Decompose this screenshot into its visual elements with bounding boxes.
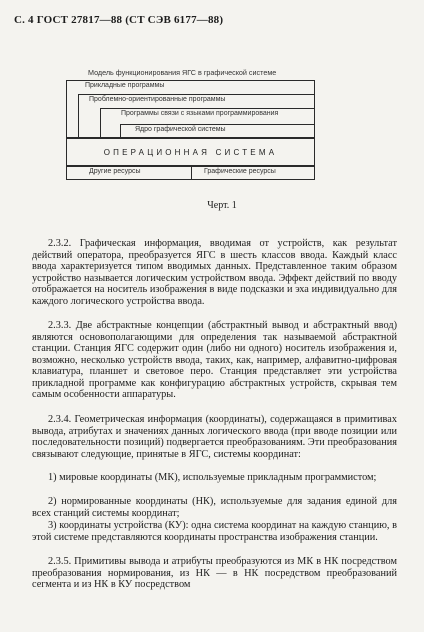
page-header: С. 4 ГОСТ 27817—88 (СТ СЭВ 6177—88) xyxy=(14,14,224,26)
other-resources-box xyxy=(66,166,192,180)
list-item-normalized-coordinates: 2) нормированные координаты (НК), используемые для задания единой для всех станций системы координат; xyxy=(32,496,397,519)
figure-caption: Черт. 1 xyxy=(207,200,237,211)
graphics-resources-label: Графические ресурсы xyxy=(204,168,276,175)
paragraph-2-3-2: 2.3.2. Графическая информация, вводимая от устройств, как результат действий оператора, преобразуется ЯГС в шесть классов ввода. Каждый класс ввода характеризуется типом вводимых данных. Представленное таким образом устройство называется логическим устройством ввода. Эффект действий по вводу отображается на носитель изображения в виде подсказки и эха индивидуально для каждого логического устройства ввода. xyxy=(32,238,397,307)
diagram-title: Модель функционирования ЯГС в графической системе xyxy=(88,68,277,77)
applied-programs-label: Прикладные программы xyxy=(85,82,165,89)
graphics-kernel-label: Ядро графической системы xyxy=(135,126,226,133)
paragraph-2-3-4: 2.3.4. Геометрическая информация (координаты), содержащаяся в примитивах вывода, атрибутах и значениях данных логического ввода (при вводе позиции или последовательности позиций) подвергается преобразованиям. Эти преобразования связывают следующие, принятые в ЯГС, системы координат: xyxy=(32,414,397,460)
operating-system-box xyxy=(66,138,315,166)
paragraph-2-3-5: 2.3.5. Примитивы вывода и атрибуты преобразуются из МК в НК посредством преобразования нормирования, из НК — в НК посредством преобразований сегмента и из НК в КУ посредством xyxy=(32,556,397,590)
graphics-resources-box xyxy=(191,166,315,180)
paragraph-2-3-3: 2.3.3. Две абстрактные концепции (абстрактный вывод и абстрактный ввод) являются основополагающими для определения так называемой абстрактной станции. Станция ЯГС содержит один (либо ни одного) носитель изображения и, возможно, несколько устройств ввода, таких, как, например, алфавитно-цифровая клавиатура, планшет и световое перо. Станция представляет эти устройства прикладной программе как конфигурацию абстрактных устройств, скрывая тем самым особенности аппаратуры. xyxy=(32,320,397,400)
list-item-device-coordinates: 3) координаты устройства (КУ): одна система координат на каждую станцию, в этой системе представляются координаты пространства изображения станции. xyxy=(32,520,397,543)
other-resources-label: Другие ресурсы xyxy=(89,168,141,175)
graphics-kernel-box xyxy=(120,124,315,138)
operating-system-label: ОПЕРАЦИОННАЯ СИСТЕМА xyxy=(103,148,278,157)
problem-oriented-label: Проблемно-ориентированные программы xyxy=(89,96,226,103)
list-item-world-coordinates: 1) мировые координаты (МК), используемые прикладным программистом; xyxy=(48,472,377,483)
language-bindings-label: Программы связи с языками программирования xyxy=(121,110,279,117)
